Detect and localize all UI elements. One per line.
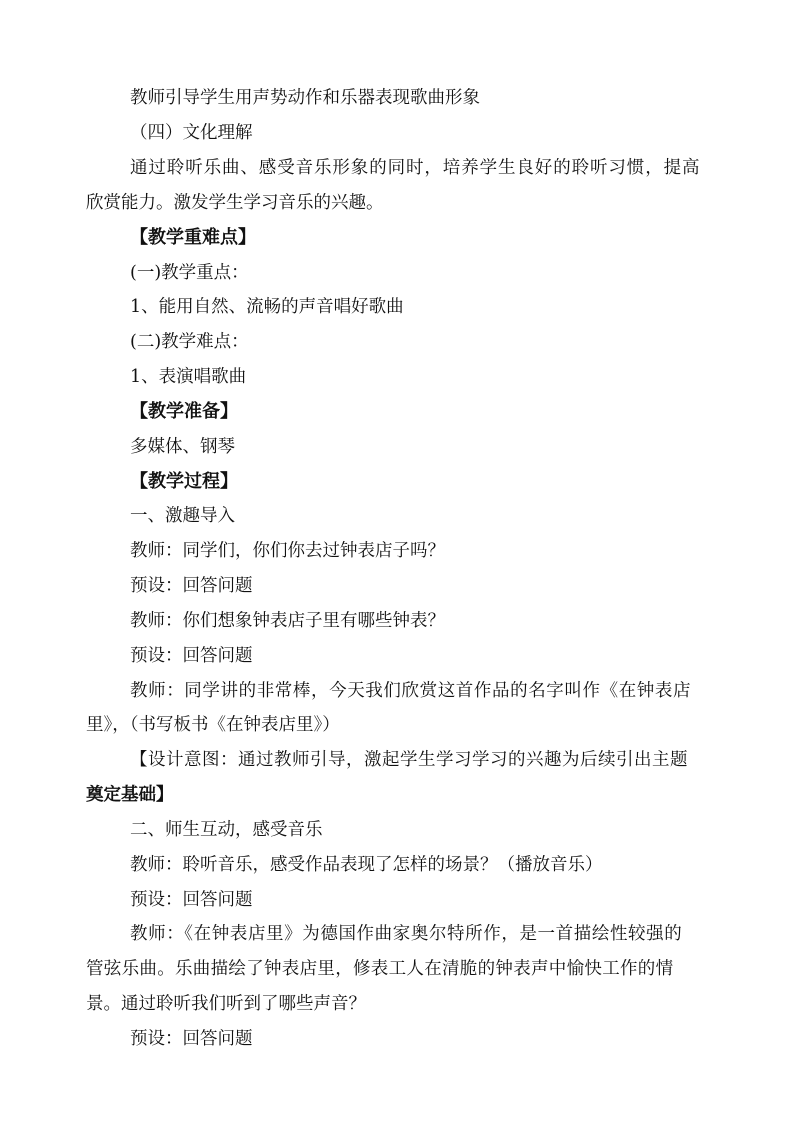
paragraph-teacher-question-2: 教师：你们想象钟表店子里有哪些钟表？	[130, 611, 445, 631]
paragraph-preset-answer-2: 预设：回答问题	[130, 646, 253, 666]
paragraph-listening-line2: 欣赏能力。激发学生学习音乐的兴趣。	[86, 193, 384, 213]
list-item-difficult-point-1: 1、表演唱歌曲	[130, 367, 247, 387]
section-heading-process: 【教学过程】	[130, 471, 238, 492]
paragraph-teacher-question-3: 教师：聆听音乐，感受作品表现了怎样的场景？（播放音乐）	[130, 855, 603, 875]
paragraph-teacher-explain-line1: 教师：《在钟表店里》为德国作曲家奥尔特所作，是一首描绘性较强的	[130, 924, 683, 944]
paragraph-teacher-question-1: 教师：同学们，你们你去过钟表店子吗？	[130, 541, 445, 561]
paragraph-teacher-explain-line3: 景。通过聆听我们听到了哪些声音？	[86, 994, 366, 1014]
subheading-key-points: (一)教学重点：	[130, 263, 249, 283]
heading-cultural-understanding: （四）文化理解	[130, 123, 253, 143]
paragraph-teacher-guides: 教师引导学生用声势动作和乐器表现歌曲形象	[130, 88, 480, 108]
paragraph-listening-line1: 通过聆听乐曲、感受音乐形象的同时，培养学生良好的聆听习惯，提高	[130, 158, 701, 178]
paragraph-preset-answer-1: 预设：回答问题	[130, 576, 253, 596]
paragraph-teacher-intro-line2: 里》，（书写板书《在钟表店里》）	[86, 715, 340, 735]
paragraph-design-intent-line2: 奠定基础】	[86, 785, 174, 805]
paragraph-teacher-explain-line2: 管弦乐曲。乐曲描绘了钟表店里，修表工人在清脆的钟表声中愉快工作的情	[86, 959, 674, 979]
subheading-step-1: 一、激趣导入	[130, 506, 235, 526]
section-heading-preparation: 【教学准备】	[130, 401, 238, 422]
paragraph-preparation-items: 多媒体、钢琴	[130, 437, 235, 457]
subheading-step-2: 二、师生互动，感受音乐	[130, 820, 323, 840]
paragraph-teacher-intro-line1: 教师：同学讲的非常棒，今天我们欣赏这首作品的名字叫作《在钟表店	[130, 681, 692, 701]
list-item-key-point-1: 1、能用自然、流畅的声音唱好歌曲	[130, 297, 404, 317]
section-heading-key-difficult-points: 【教学重难点】	[130, 227, 256, 248]
subheading-difficult-points: (二)教学难点：	[130, 332, 249, 352]
paragraph-preset-answer-4: 预设：回答问题	[130, 1029, 253, 1049]
paragraph-preset-answer-3: 预设：回答问题	[130, 890, 253, 910]
paragraph-design-intent-line1: 【设计意图：通过教师引导，激起学生学习学习的兴趣为后续引出主题	[130, 750, 688, 770]
